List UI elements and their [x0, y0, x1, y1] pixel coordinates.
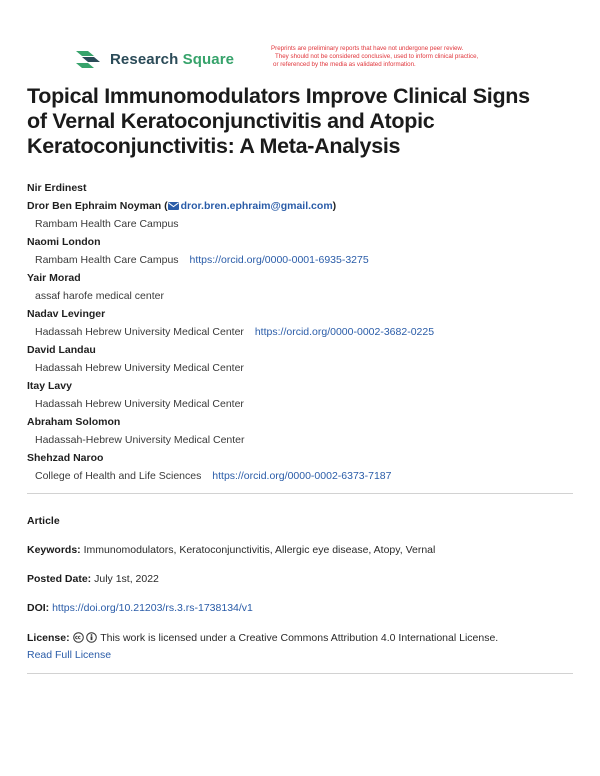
- author-affiliation-row: [27, 323, 572, 341]
- author-affiliation-row: [27, 467, 572, 485]
- author-name: Dror Ben Ephraim Noyman: [27, 200, 162, 212]
- license-link-row: [27, 647, 111, 663]
- posted-date-label: Posted Date:: [27, 573, 92, 585]
- disclaimer-line: or referenced by the media as validated information.: [273, 61, 416, 68]
- author-affiliation: Hadassah Hebrew University Medical Center: [35, 362, 244, 374]
- title-line: Topical Immunomodulators Improve Clinical Signs: [27, 84, 530, 108]
- title-line: Keratoconjunctivitis: A Meta-Analysis: [27, 134, 401, 158]
- disclaimer-line: They should not be considered conclusive, used to inform clinical practice,: [275, 53, 479, 60]
- author-name: David Landau: [27, 344, 96, 356]
- article-type: [27, 513, 60, 529]
- author-affiliation: assaf harofe medical center: [35, 290, 164, 302]
- orcid-link[interactable]: https://orcid.org/0000-0002-3682-0225: [254, 326, 435, 338]
- author-affiliation: Hadassah Hebrew University Medical Center: [35, 326, 244, 338]
- author-name: Nir Erdinest: [27, 182, 87, 194]
- attribution-icon: [86, 632, 97, 643]
- author-name: Yair Morad: [27, 272, 81, 284]
- orcid-link[interactable]: https://orcid.org/0000-0001-6935-3275: [189, 254, 369, 266]
- keywords-row: [27, 542, 435, 558]
- author-name: Naomi London: [27, 236, 101, 248]
- envelope-icon: [168, 202, 179, 210]
- author-name: Nadav Levinger: [27, 308, 106, 320]
- divider: [27, 493, 573, 494]
- email-open-paren: (: [164, 200, 168, 212]
- logo-text-part1: Research: [110, 50, 179, 68]
- disclaimer-line: Preprints are preliminary reports that have not undergone peer review.: [271, 45, 464, 52]
- title-line: of Vernal Keratoconjunctivitis and Atopic: [27, 109, 435, 133]
- posted-date-value: July 1st, 2022: [94, 573, 159, 585]
- article-type-label: Article: [27, 515, 60, 527]
- read-full-license-link[interactable]: Read Full License: [27, 649, 112, 661]
- creative-commons-icon: [73, 632, 84, 643]
- keywords-value: Immunomodulators, Keratoconjunctivitis, Allergic eye disease, Atopy, Vernal: [83, 544, 436, 556]
- research-square-logo[interactable]: [74, 47, 234, 71]
- author-affiliation: Hadassah Hebrew University Medical Center: [35, 398, 244, 410]
- logo-text: [110, 51, 234, 68]
- preprint-disclaimer: [271, 45, 541, 69]
- author-affiliation: Rambam Health Care Campus: [35, 254, 179, 266]
- author-name-with-email: [27, 197, 572, 215]
- author-affiliation: Hadassah-Hebrew University Medical Center: [35, 434, 245, 446]
- license-label: License:: [27, 632, 70, 644]
- doi-label: DOI:: [27, 602, 50, 614]
- license-row: [27, 630, 498, 646]
- author-affiliation: College of Health and Life Sciences: [35, 470, 202, 482]
- divider: [27, 673, 573, 674]
- author-email-link[interactable]: [168, 200, 333, 212]
- keywords-label: Keywords:: [27, 544, 81, 556]
- author-name: Abraham Solomon: [27, 416, 121, 428]
- author-affiliation-row: [27, 251, 572, 269]
- license-text: This work is licensed under a Creative Commons Attribution 4.0 International License.: [100, 632, 499, 644]
- author-name: Shehzad Naroo: [27, 452, 104, 464]
- paper-title: [27, 84, 572, 159]
- doi-link[interactable]: https://doi.org/10.21203/rs.3.rs-1738134/v1: [52, 602, 253, 614]
- author-affiliation: Rambam Health Care Campus: [35, 218, 179, 230]
- research-square-logo-icon: [74, 47, 102, 71]
- posted-date-row: [27, 571, 159, 587]
- email-close-paren: ): [332, 200, 337, 212]
- author-email: dror.bren.ephraim@gmail.com: [180, 200, 333, 212]
- author-list: [27, 179, 572, 485]
- doi-row: [27, 600, 253, 616]
- logo-text-part2: Square: [182, 50, 235, 68]
- orcid-link[interactable]: https://orcid.org/0000-0002-6373-7187: [212, 470, 392, 482]
- author-name: Itay Lavy: [27, 380, 72, 392]
